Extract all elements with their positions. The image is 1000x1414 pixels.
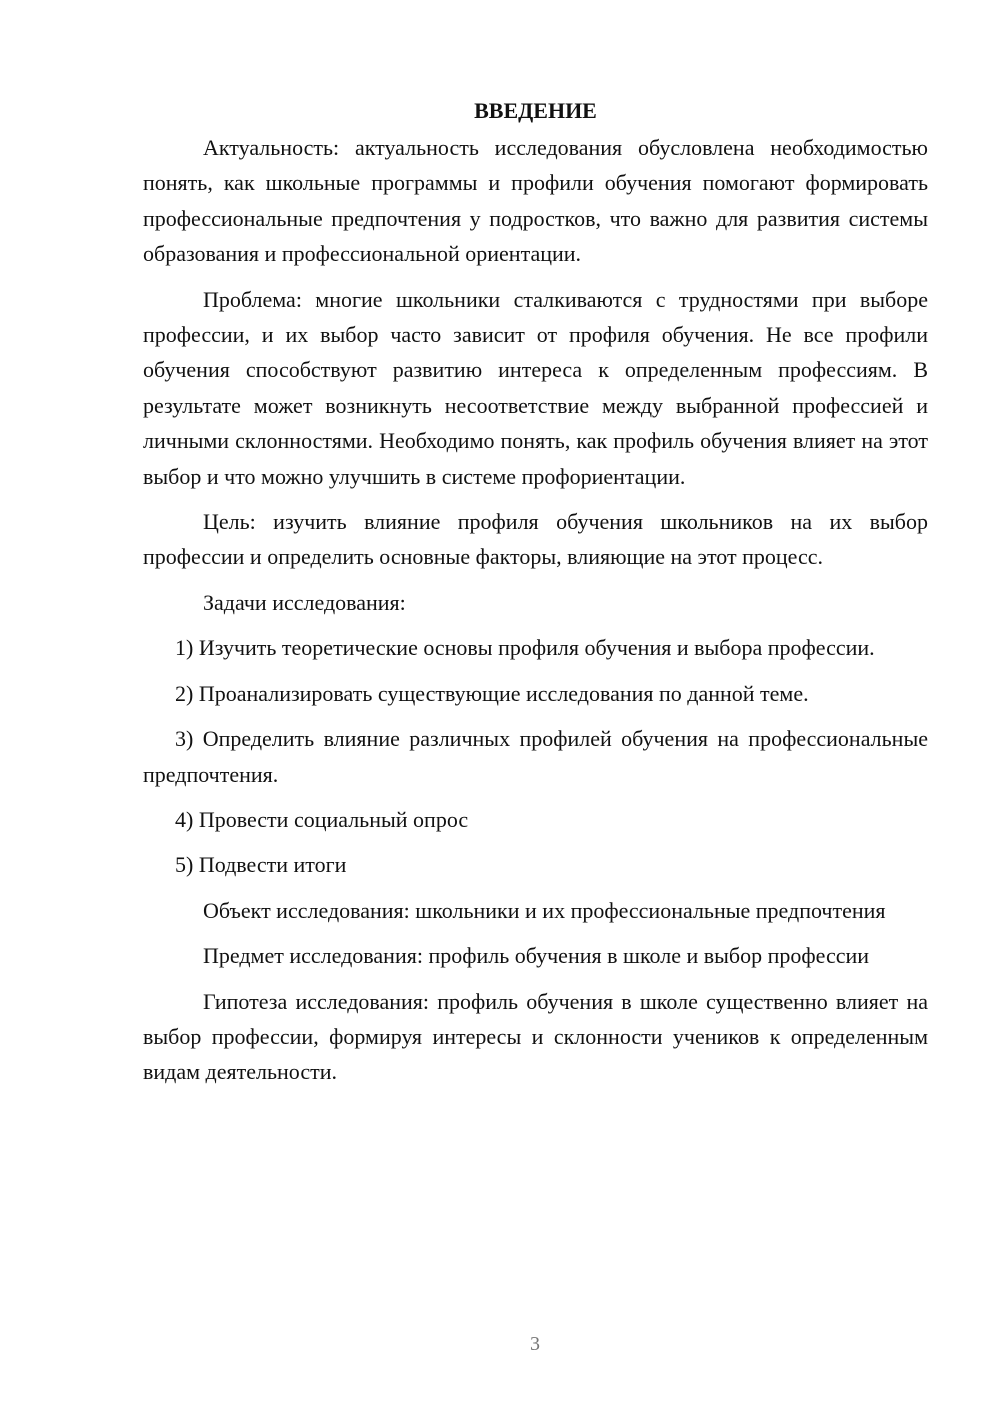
list-item-task-2: 2) Проанализировать существующие исследования по данной теме. xyxy=(175,680,809,706)
list-item-task-5: 5) Подвести итоги xyxy=(175,852,347,878)
tasks-heading: Задачи исследования: xyxy=(203,589,406,615)
paragraph-hypothesis: Гипотеза исследования: профиль обучения в школе существенно влияет на выбор профессии, формируя интересы и склонности учеников к определенным видам деятельности. xyxy=(143,988,928,1085)
page-number: 3 xyxy=(530,1333,540,1355)
paragraph-subject: Предмет исследования: профиль обучения в школе и выбор профессии xyxy=(203,943,870,969)
list-item-task-4: 4) Провести социальный опрос xyxy=(175,806,469,832)
list-item-task-1: 1) Изучить теоретические основы профиля обучения и выбора профессии. xyxy=(175,635,875,661)
paragraph-problem: Проблема: многие школьники сталкиваются с трудностями при выборе профессии, и их выбор часто зависит от профиля обучения. Не все профили обучения способствуют развитию интереса к определенным профессиям. В результате может возникнуть несоответствие между выбранной профессией и личными склонностями. Необходимо понять, как профиль обучения влияет на этот выбор и что можно улучшить в системе профориентации. xyxy=(143,286,928,489)
paragraph-relevance: Актуальность: актуальность исследования обусловлена необходимостью понять, как школьные программы и профили обучения помогают формировать профессиональные предпочтения у подростков, что важно для развития системы образования и профессиональной ориентации. xyxy=(143,135,928,267)
page-title: ВВЕДЕНИЕ xyxy=(474,98,597,123)
paragraph-goal: Цель: изучить влияние профиля обучения школьников на их выбор профессии и определить основные факторы, влияющие на этот процесс. xyxy=(143,509,928,570)
list-item-task-3: 3) Определить влияние различных профилей обучения на профессиональные предпочтения. xyxy=(143,726,928,787)
paragraph-object: Объект исследования: школьники и их профессиональные предпочтения xyxy=(203,897,886,923)
document-page xyxy=(143,96,928,1100)
